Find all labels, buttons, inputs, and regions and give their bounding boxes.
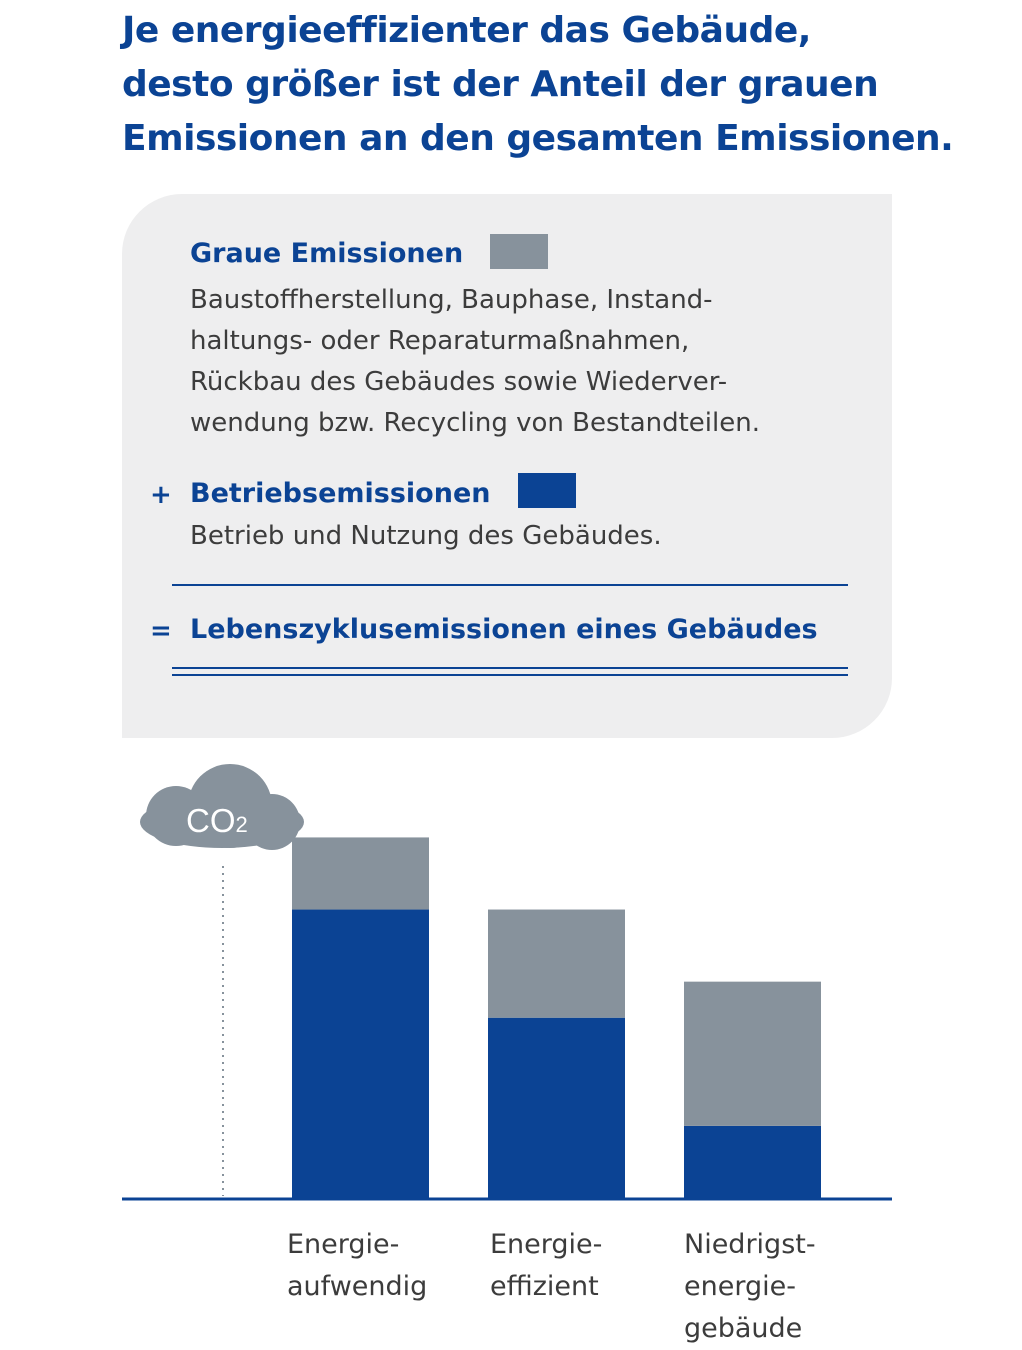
bars xyxy=(292,837,821,1198)
bar-energie-aufwendig-operational xyxy=(292,910,429,1198)
x-label-line: Energie- xyxy=(490,1229,603,1260)
bar-energie-effizient-grey xyxy=(488,910,625,1018)
double-rule-top xyxy=(172,667,848,669)
cloud-shape-right xyxy=(244,794,300,850)
x-label-line: effizient xyxy=(490,1271,599,1302)
headline-line-1: Je energieeffizienter das Gebäude, xyxy=(122,10,811,51)
legend-card xyxy=(122,194,892,738)
x-label-niedrigstenergiegebaeude xyxy=(684,1224,816,1350)
x-label-line: gebäude xyxy=(684,1313,803,1344)
x-label-line: Energie- xyxy=(287,1229,400,1260)
operational-desc-line-1: Betrieb und Nutzung des Gebäudes. xyxy=(190,521,662,551)
grey-desc-line-3: Rückbau des Gebäudes sowie Wiederver- xyxy=(190,367,728,397)
headline xyxy=(122,4,982,166)
x-label-energie-effizient xyxy=(490,1224,602,1308)
x-label-line: Niedrigst- xyxy=(684,1229,816,1260)
double-rule-bottom xyxy=(172,674,848,676)
grey-desc-line-2: haltungs- oder Reparaturmaßnahmen, xyxy=(190,326,690,356)
bar-energie-aufwendig-grey xyxy=(292,837,429,909)
headline-line-2: desto größer ist der Anteil der grauen xyxy=(122,64,879,105)
grey-emissions-title: Graue Emissionen xyxy=(190,238,464,269)
grey-desc-line-4: wendung bzw. Recycling von Bestandteilen. xyxy=(190,408,760,438)
grey-emissions-swatch xyxy=(490,234,548,269)
operational-emissions-swatch xyxy=(518,473,576,508)
plus-symbol: + xyxy=(150,480,172,510)
co2-label-subscript: 2 xyxy=(235,812,248,837)
bar-niedrigstenergiegebaeude-operational xyxy=(684,1126,821,1198)
x-label-energie-aufwendig xyxy=(287,1224,427,1308)
bar-niedrigstenergiegebaeude-grey xyxy=(684,982,821,1126)
equals-symbol: = xyxy=(150,616,172,646)
grey-emissions-description xyxy=(190,280,760,444)
x-label-line: aufwendig xyxy=(287,1271,428,1302)
co2-cloud xyxy=(140,764,304,850)
bar-energie-effizient-operational xyxy=(488,1018,625,1198)
co2-label-main: CO xyxy=(186,802,236,839)
sum-divider xyxy=(172,584,848,586)
operational-emissions-title: Betriebsemissionen xyxy=(190,478,491,509)
grey-desc-line-1: Baustoffherstellung, Bauphase, Instand- xyxy=(190,285,713,315)
lifecycle-emissions-title: Lebenszyklusemissionen eines Gebäudes xyxy=(190,614,818,645)
operational-emissions-description xyxy=(190,516,662,557)
x-label-line: energie- xyxy=(684,1271,796,1302)
headline-line-3: Emissionen an den gesamten Emissionen. xyxy=(122,118,954,159)
